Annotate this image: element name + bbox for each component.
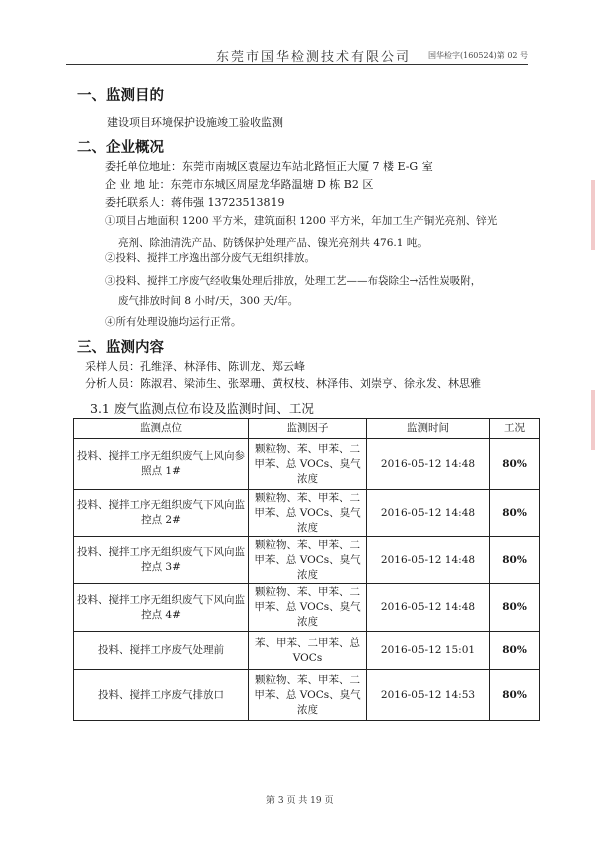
cell-condition: 80% xyxy=(490,490,540,537)
section3-title: 三、监测内容 xyxy=(77,339,164,356)
table-row xyxy=(74,490,540,537)
page-number: 第 3 页 共 19 页 xyxy=(266,796,334,806)
overview-item-2: ②投料、搅拌工序逸出部分废气无组织排放。 xyxy=(105,252,315,264)
section1-title: 一、监测目的 xyxy=(77,87,164,104)
header-condition: 工况 xyxy=(490,419,540,439)
cell-condition: 80% xyxy=(490,584,540,632)
samplers: 采样人员：孔维泽、林泽伟、陈训龙、郑云峰 xyxy=(85,360,305,373)
cell-point: 投料、搅拌工序无组织废气上风向参照点 1# xyxy=(74,439,249,490)
table-row xyxy=(74,439,540,490)
header-time: 监测时间 xyxy=(367,419,490,439)
cell-point: 投料、搅拌工序废气处理前 xyxy=(74,632,249,670)
section2-title: 二、企业概况 xyxy=(77,139,164,156)
header-point: 监测点位 xyxy=(74,419,249,439)
company-name: 东莞市国华检测技术有限公司 xyxy=(216,50,412,65)
overview-item-4: ④所有处理设施均运行正常。 xyxy=(105,316,242,328)
cell-condition: 80% xyxy=(490,670,540,721)
monitoring-table xyxy=(73,418,540,721)
analysts: 分析人员：陈淑君、梁沛生、张翠珊、黄权枝、林泽伟、刘崇亨、徐永发、林思雅 xyxy=(85,377,481,390)
overview-item-3: ③投料、搅拌工序废气经收集处理后排放，处理工艺——布袋除尘→活性炭吸附， xyxy=(105,275,482,287)
report-number: 国华检字(160524)第 02 号 xyxy=(428,51,529,60)
cell-condition: 80% xyxy=(490,537,540,584)
header-rule xyxy=(66,64,528,65)
company-address: 企 业 地 址：东莞市东城区周屋龙华路温塘 D 栋 B2 区 xyxy=(105,178,374,191)
seal-edge-mark xyxy=(591,180,595,250)
table-caption: 3.1 废气监测点位布设及监测时间、工况 xyxy=(90,401,314,416)
cell-time: 2016-05-12 14:53 xyxy=(367,670,490,721)
overview-item-3-cont: 废气排放时间 8 小时/天，300 天/年。 xyxy=(118,295,299,307)
cell-time: 2016-05-12 14:48 xyxy=(367,584,490,632)
seal-edge-mark xyxy=(591,390,595,450)
cell-time: 2016-05-12 14:48 xyxy=(367,537,490,584)
cell-factors: 颗粒物、苯、甲苯、二甲苯、总 VOCs、臭气浓度 xyxy=(249,670,367,721)
table-row xyxy=(74,584,540,632)
cell-point: 投料、搅拌工序无组织废气下风向监控点 4# xyxy=(74,584,249,632)
cell-time: 2016-05-12 14:48 xyxy=(367,439,490,490)
table-row xyxy=(74,537,540,584)
cell-time: 2016-05-12 14:48 xyxy=(367,490,490,537)
header-factors: 监测因子 xyxy=(249,419,367,439)
cell-factors: 颗粒物、苯、甲苯、二甲苯、总 VOCs、臭气浓度 xyxy=(249,537,367,584)
client-address: 委托单位地址：东莞市南城区袁屋边车站北路恒正大厦 7 楼 E-G 室 xyxy=(105,160,433,173)
cell-factors: 颗粒物、苯、甲苯、二甲苯、总 VOCs、臭气浓度 xyxy=(249,490,367,537)
cell-condition: 80% xyxy=(490,632,540,670)
overview-item-1: ①项目占地面积 1200 平方米，建筑面积 1200 平方米，年加工生产铜光亮剂、锌光 xyxy=(105,215,498,227)
table-row xyxy=(74,670,540,721)
cell-time: 2016-05-12 15:01 xyxy=(367,632,490,670)
overview-item-1-cont: 亮剂、除油清洗产品、防锈保护处理产品、镍光亮剂共 476.1 吨。 xyxy=(118,237,428,249)
contact-person: 委托联系人：蒋伟强 13723513819 xyxy=(105,196,285,209)
cell-factors: 颗粒物、苯、甲苯、二甲苯、总 VOCs、臭气浓度 xyxy=(249,584,367,632)
section1-text: 建设项目环境保护设施竣工验收监测 xyxy=(107,116,283,129)
table-row xyxy=(74,632,540,670)
cell-condition: 80% xyxy=(490,439,540,490)
cell-factors: 苯、甲苯、二甲苯、总 VOCs xyxy=(249,632,367,670)
cell-point: 投料、搅拌工序无组织废气下风向监控点 3# xyxy=(74,537,249,584)
cell-point: 投料、搅拌工序废气排放口 xyxy=(74,670,249,721)
cell-point: 投料、搅拌工序无组织废气下风向监控点 2# xyxy=(74,490,249,537)
cell-factors: 颗粒物、苯、甲苯、二甲苯、总 VOCs、臭气浓度 xyxy=(249,439,367,490)
table-header-row xyxy=(74,419,540,439)
